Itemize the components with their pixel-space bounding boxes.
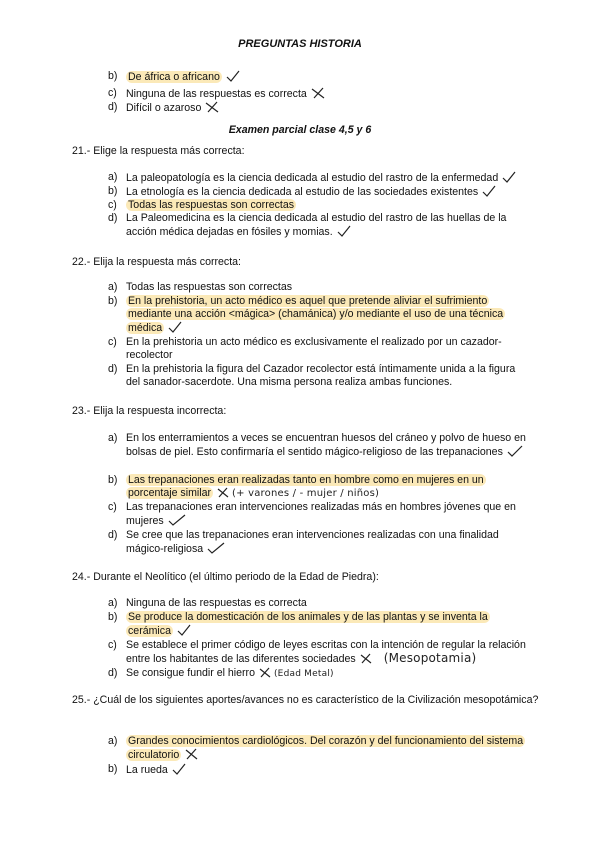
question-21-prompt: 21.- Elige la respuesta más correcta: (72, 145, 245, 157)
q25-option-a (108, 735, 528, 762)
q21-option-d (108, 212, 528, 239)
option-top-b (108, 70, 528, 84)
q24-option-c (108, 639, 528, 666)
option-text: La Paleomedicina es la ciencia dedicada al estudio del rastro de las huellas de la acción médica dejadas en fósiles y momias. (126, 212, 507, 238)
q21-option-a (108, 171, 528, 185)
option-text: Se produce la domesticación de los animales y de las plantas y se inventa la cerámica (128, 611, 488, 637)
check-icon (177, 624, 191, 636)
option-letter: b) (108, 763, 118, 775)
option-letter: c) (108, 501, 117, 513)
option-letter: d) (108, 363, 118, 375)
page-title: PREGUNTAS HISTORIA (238, 38, 362, 50)
option-text: Todas las respuestas son correctas (128, 199, 295, 211)
option-text: Se cree que las trepanaciones eran intervenciones realizadas con una finalidad mágico-religiosa (126, 529, 499, 555)
option-letter: b) (108, 70, 118, 82)
option-letter: c) (108, 87, 117, 99)
handwritten-note: (+ varones / - mujer / niños) (232, 488, 380, 499)
option-letter: b) (108, 474, 118, 486)
option-letter: d) (108, 101, 118, 113)
check-icon (168, 514, 186, 526)
q23-option-a (108, 432, 528, 459)
option-text: Todas las respuestas son correctas (126, 281, 293, 293)
option-text: Se consigue fundir el hierro (126, 667, 255, 679)
option-text: En la prehistoria un acto médico es exclusivamente el realizado por un cazador-recolector (126, 336, 502, 361)
handwritten-note: (Mesopotamia) (383, 651, 477, 665)
check-icon (172, 763, 186, 775)
q22-option-c (108, 336, 528, 362)
option-letter: a) (108, 735, 118, 747)
q22-option-a (108, 281, 528, 294)
option-letter: c) (108, 199, 117, 211)
q21-option-b (108, 185, 528, 199)
option-letter: a) (108, 281, 118, 293)
option-letter: d) (108, 212, 118, 224)
check-icon (226, 70, 240, 82)
option-text: En la prehistoria la figura del Cazador recolector está íntimamente unida a la figura del sanador-sacerdote. Una misma persona realiza ambas funciones. (126, 363, 516, 388)
q23-option-c (108, 501, 528, 528)
option-letter: d) (108, 529, 118, 541)
question-24-prompt: 24.- Durante el Neolítico (el último periodo de la Edad de Piedra): (72, 571, 379, 583)
q24-option-d (108, 667, 528, 681)
option-letter: a) (108, 432, 118, 444)
option-letter: b) (108, 611, 118, 623)
option-text: Ninguna de las respuestas es correcta (126, 88, 307, 100)
option-text: La paleopatología es la ciencia dedicada al estudio del rastro de la enfermedad (126, 172, 499, 184)
q23-option-b (108, 474, 528, 500)
option-letter: b) (108, 295, 118, 307)
option-text: Las trepanaciones eran intervenciones realizadas más en hombres jóvenes que en mujeres (126, 501, 516, 527)
handwritten-note: (Edad Metal) (273, 669, 334, 679)
check-icon (507, 445, 523, 457)
cross-icon (259, 667, 271, 678)
q25-option-b (108, 763, 528, 777)
cross-icon (217, 487, 229, 498)
option-letter: a) (108, 597, 118, 609)
question-25-prompt: 25.- ¿Cuál de los siguientes aportes/avances no es característico de la Civilización mesopotámica? (72, 694, 539, 706)
q22-option-d (108, 363, 528, 389)
option-text: La etnología es la ciencia dedicada al estudio de las sociedades existentes (126, 186, 479, 198)
option-text: Las trepanaciones eran realizadas tanto en hombre como en mujeres en un porcentaje similar (128, 474, 484, 499)
check-icon (502, 171, 516, 183)
option-text: Ninguna de las respuestas es correcta (126, 597, 307, 609)
option-letter: b) (108, 185, 118, 197)
option-top-c (108, 87, 528, 101)
cross-icon (205, 101, 219, 113)
option-letter: a) (108, 171, 118, 183)
question-23-prompt: 23.- Elija la respuesta incorrecta: (72, 405, 227, 417)
check-icon (207, 542, 225, 554)
check-icon (168, 321, 182, 333)
option-text: De áfrica o africano (128, 71, 220, 83)
option-text: En los enterramientos a veces se encuentran huesos del cráneo y polvo de hueso en bolsas de piel. Esto confirmaría el sentido mágico-religioso de las trepanaciones (126, 432, 526, 458)
option-letter: c) (108, 639, 117, 651)
q24-option-b (108, 611, 528, 638)
cross-icon (311, 87, 325, 99)
check-icon (482, 185, 496, 197)
q23-option-d (108, 529, 528, 556)
option-text: Grandes conocimientos cardiológicos. Del corazón y del funcionamiento del sistema circulatorio (128, 735, 524, 761)
q21-option-c (108, 199, 528, 212)
option-text: En la prehistoria, un acto médico es aquel que pretende aliviar el sufrimiento mediante una acción <mágica> (chamánica) y/o mediante el uso de una técnica médica (128, 295, 504, 334)
question-22-prompt: 22.- Elija la respuesta más correcta: (72, 256, 241, 268)
cross-icon (185, 748, 198, 760)
cross-icon (360, 653, 372, 664)
q22-option-b (108, 295, 528, 335)
option-text: Difícil o azaroso (126, 102, 202, 114)
check-icon (337, 225, 351, 237)
q24-option-a (108, 597, 528, 610)
option-text: Se establece el primer código de leyes escritas con la intención de regular la relación entre los habitantes de las diferentes sociedades (126, 639, 526, 665)
section-title: Examen parcial clase 4,5 y 6 (228, 124, 372, 136)
option-top-d (108, 101, 528, 115)
option-text: La rueda (126, 764, 168, 776)
option-letter: c) (108, 336, 117, 348)
option-letter: d) (108, 667, 118, 679)
